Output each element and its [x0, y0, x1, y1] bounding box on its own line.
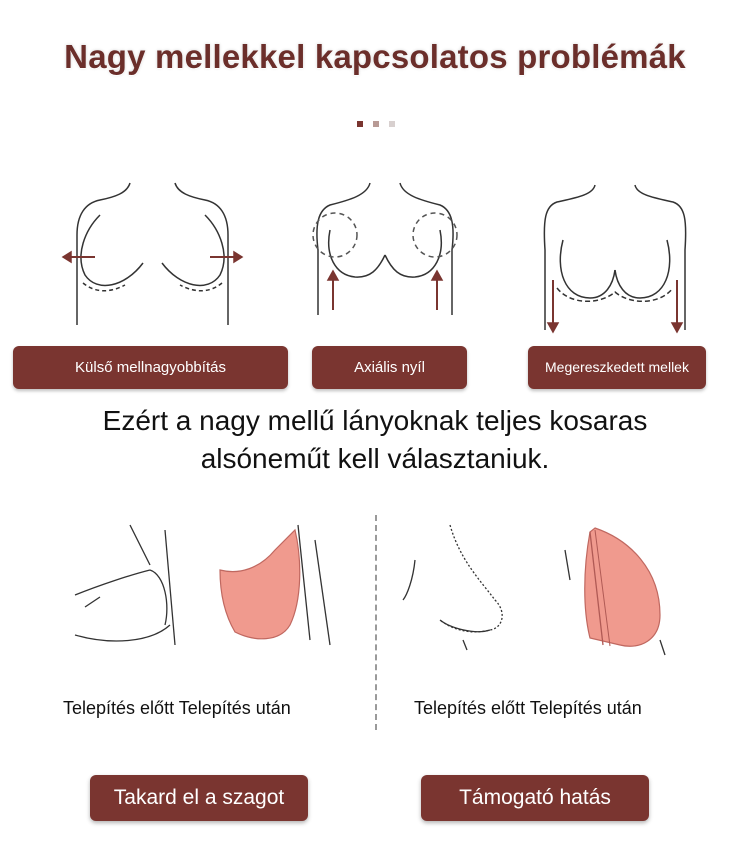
headline-line-2: alsóneműt kell választaniuk. — [200, 443, 550, 474]
comparison-caption-2: Telepítés előtt Telepítés után — [414, 698, 642, 718]
headline — [0, 402, 750, 478]
before-side-view-illustration-2 — [395, 520, 525, 655]
carousel-dots — [357, 114, 405, 132]
outward-breasts-illustration — [55, 175, 250, 335]
problem-label-sagging: Megereszkedett mellek — [528, 346, 706, 389]
problem-label-outward: Külső mellnagyobbítás — [13, 346, 288, 389]
dot — [373, 121, 379, 127]
after-cup-illustration-2 — [545, 520, 695, 660]
dot — [389, 121, 395, 127]
problem-label-axial: Axiális nyíl — [312, 346, 467, 389]
section-divider — [375, 515, 377, 730]
headline-line-1: Ezért a nagy mellű lányoknak teljes kosaras — [102, 405, 648, 436]
dot-active — [357, 121, 363, 127]
axial-breasts-illustration — [300, 175, 470, 335]
support-effect-button[interactable]: Támogató hatás — [421, 775, 649, 821]
cover-odor-button[interactable]: Takard el a szagot — [90, 775, 308, 821]
after-cup-illustration-1 — [210, 520, 340, 655]
comparison-caption-1: Telepítés előtt Telepítés után — [63, 698, 291, 718]
sagging-breasts-illustration — [535, 180, 695, 340]
before-side-view-illustration-1 — [70, 515, 200, 650]
page-title: Nagy mellekkel kapcsolatos problémák — [64, 38, 686, 75]
